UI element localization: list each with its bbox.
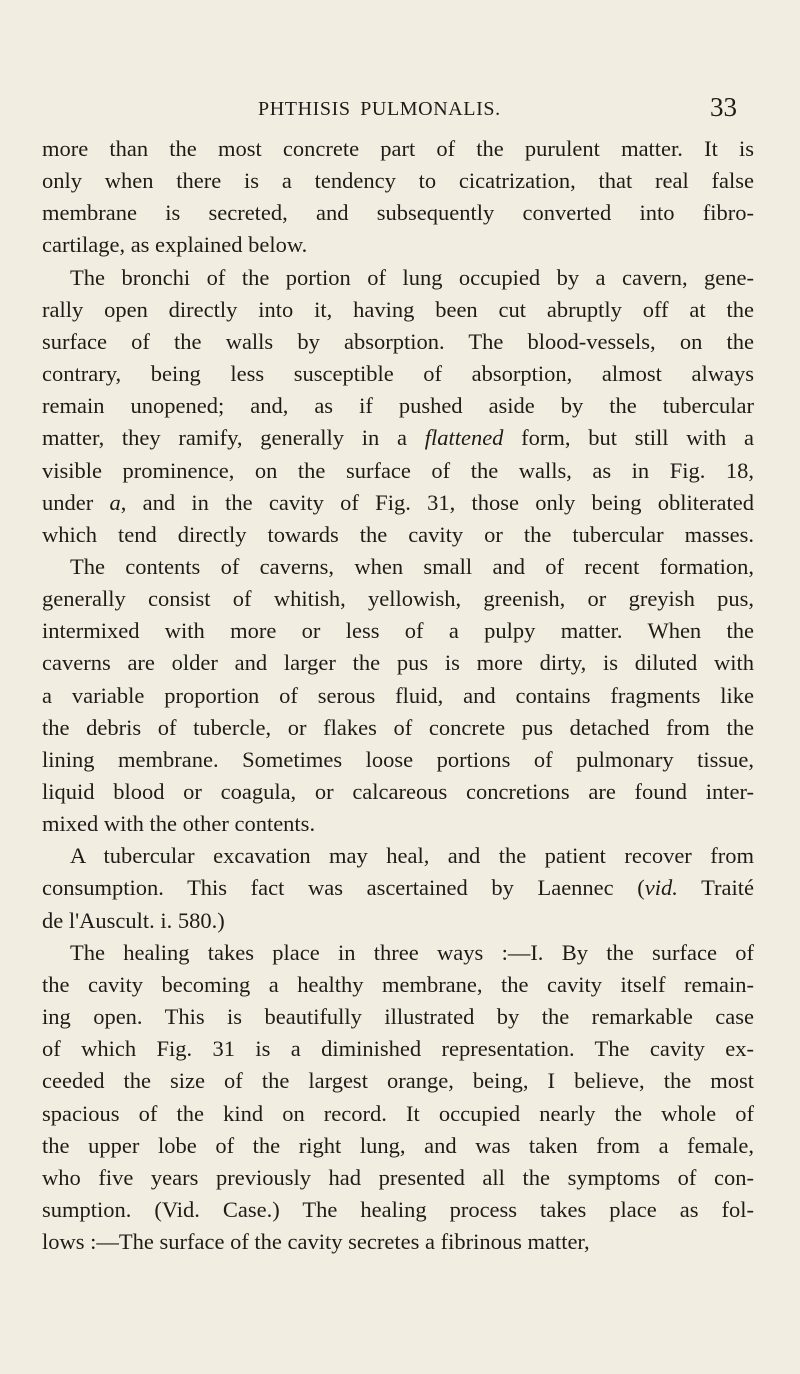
text-line: ing open. This is beautifully illustrated by the remarkable case <box>42 1004 754 1030</box>
text-line: of which Fig. 31 is a diminished representation. The cavity ex- <box>42 1036 754 1062</box>
text-line: the cavity becoming a healthy membrane, the cavity itself remain- <box>42 971 754 997</box>
text-line: more than the most concrete part of the purulent matter. It is <box>42 136 754 161</box>
text-line: generally consist of whitish, yellowish, greenish, or greyish pus, <box>42 586 754 612</box>
italic-text: flattened <box>424 425 504 451</box>
text-line <box>42 872 754 904</box>
text-line: caverns are older and larger the pus is more dirty, is diluted with <box>42 650 754 676</box>
text-line: intermixed with more or less of a pulpy matter. When the <box>42 618 754 644</box>
text-line: rally open directly into it, having been cut abruptly off at the <box>42 296 754 322</box>
text-run: Traité <box>677 875 755 901</box>
text-line: sumption. (Vid. Case.) The healing process takes place as fol- <box>42 1196 754 1222</box>
text-line: the upper lobe of the right lung, and was taken from a female, <box>42 1132 754 1158</box>
text-line: membrane is secreted, and subsequently converted into fibro- <box>42 200 754 226</box>
page-number: 33 <box>710 92 737 122</box>
text-run: consumption. This fact was ascertained by Laennec ( <box>42 875 645 901</box>
text-line: The contents of caverns, when small and of recent formation, <box>70 553 754 579</box>
text-line: lining membrane. Sometimes loose portions of pulmonary tissue, <box>42 746 754 772</box>
text-line: de l'Auscult. i. 580.) <box>42 907 225 933</box>
text-line: which tend directly towards the cavity or the tubercular masses. <box>42 521 754 547</box>
text-line <box>42 487 754 519</box>
text-line: spacious of the kind on record. It occupied nearly the whole of <box>42 1100 754 1126</box>
text-line: The healing takes place in three ways :—I. By the surface of <box>70 939 754 965</box>
text-line: mixed with the other contents. <box>42 811 316 837</box>
text-run: under <box>42 489 110 515</box>
text-line: who five years previously had presented all the symptoms of con- <box>42 1164 754 1190</box>
text-line: surface of the walls by absorption. The blood-vessels, on the <box>42 328 754 354</box>
text-line: the debris of tubercle, or flakes of concrete pus detached from the <box>42 714 754 740</box>
text-run: , and in the cavity of Fig. 31, those only being obliterated <box>120 489 754 515</box>
text-line: A tubercular excavation may heal, and the patient recover from <box>70 843 754 869</box>
text-line: ceeded the size of the largest orange, being, I believe, the most <box>42 1068 754 1094</box>
text-line: cartilage, as explained below. <box>42 232 308 258</box>
text-line: lows :—The surface of the cavity secretes a fibrinous matter, <box>42 1229 590 1255</box>
text-line: The bronchi of the portion of lung occupied by a cavern, gene- <box>70 264 754 290</box>
text-line: only when there is a tendency to cicatrization, that real false <box>42 168 754 194</box>
text-line: visible prominence, on the surface of the walls, as in Fig. 18, <box>42 457 754 483</box>
text-run: form, but still with a <box>503 425 754 451</box>
text-run: matter, they ramify, generally in a <box>42 425 425 451</box>
text-line: contrary, being less susceptible of absorption, almost always <box>42 361 754 387</box>
italic-text: vid. <box>644 875 678 901</box>
running-head <box>0 92 800 128</box>
italic-text: a <box>109 489 121 515</box>
text-line: liquid blood or coagula, or calcareous concretions are found inter- <box>42 779 754 804</box>
text-line <box>42 422 754 454</box>
text-line: remain unopened; and, as if pushed aside by the tubercular <box>42 393 754 419</box>
text-line: a variable proportion of serous fluid, and contains fragments like <box>42 682 754 708</box>
running-title: PHTHISIS PULMONALIS. <box>258 98 501 120</box>
